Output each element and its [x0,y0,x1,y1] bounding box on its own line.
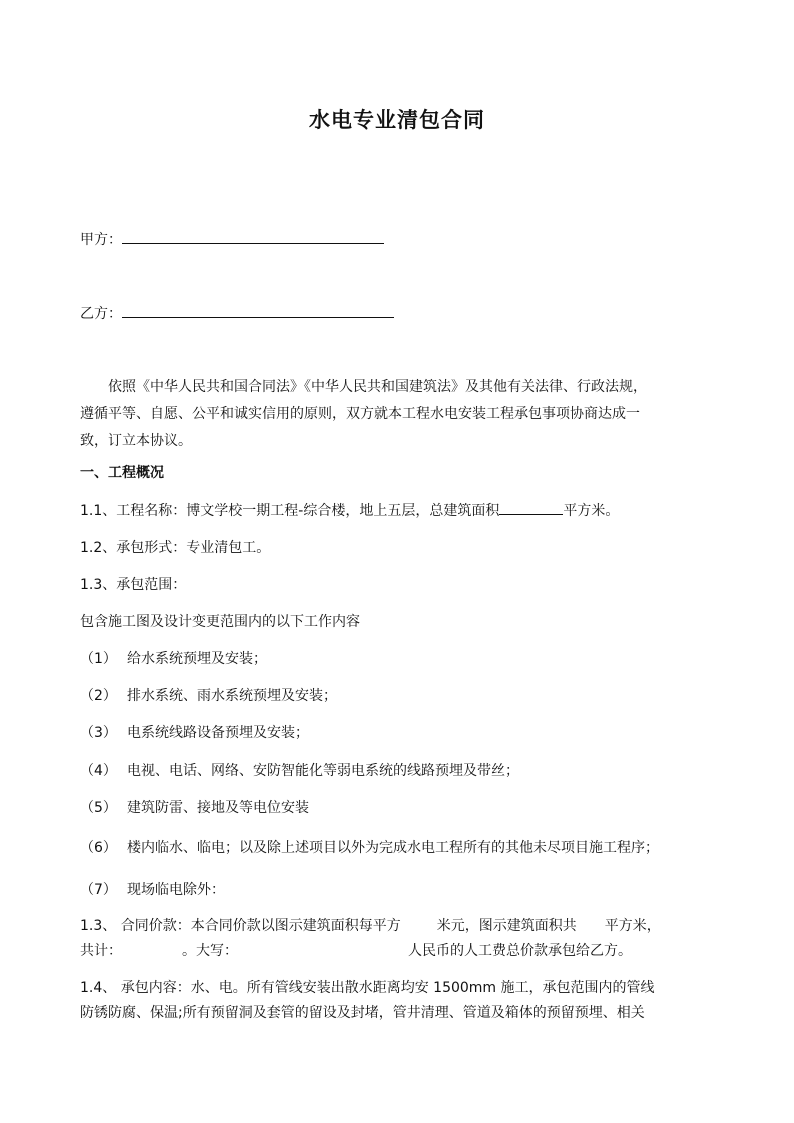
party-a-line [80,229,384,250]
party-a-label: 甲方： [80,232,122,248]
clause-price-line-2 [80,941,632,961]
price-text-d: 共计： [80,943,122,959]
party-a-blank [122,229,384,244]
party-b-blank [122,303,394,318]
scope-item-text: 电视、电话、网络、安防智能化等弱电系统的线路预埋及带丝； [127,763,519,779]
scope-item-number: （1） [80,651,117,667]
clause-1-4-line-1: 1.4、 承包内容：水、电。所有管线安装出散水距离均安 1500mm 施工，承包范围内的管线 [80,980,655,996]
party-b-label: 乙方： [80,306,122,322]
price-text-e: 。大写： [182,943,238,959]
clause-1-4-line-2: 防锈防腐、保温;所有预留洞及套管的留设及封堵，管井清理、管道及箱体的预留预埋、相关 [80,1005,645,1021]
scope-item-number: （6） [80,840,117,856]
scope-item-text: 楼内临水、临电；以及除上述项目以外为完成水电工程所有的其他未尽项目施工程序； [127,840,659,856]
scope-item [80,649,267,669]
party-b-line [80,303,394,324]
clause-1-1 [80,500,619,521]
scope-item [80,838,659,858]
price-text-a: 1.3、 合同价款：本合同价款以图示建筑面积每平方 [80,918,401,934]
intro-paragraph [80,374,732,455]
scope-item [80,723,309,743]
scope-item-text: 现场临电除外： [127,882,225,898]
price-text-b: 米元，图示建筑面积共 [436,918,577,934]
price-text-c: 平方米， [604,918,661,934]
scope-item [80,686,337,706]
intro-line-3: 致，订立本协议。 [80,433,192,449]
clause-1-2: 1.2、承包形式：专业清包工。 [80,540,271,556]
intro-line-1: 依照《中华人民共和国合同法》《中华人民共和国建筑法》及其他有关法律、行政法规， [108,379,647,395]
clause-price-line-1 [80,916,661,936]
scope-item-number: （4） [80,763,117,779]
scope-item-text: 给水系统预埋及安装； [127,651,267,667]
scope-item [80,798,309,818]
scope-intro: 包含施工图及设计变更范围内的以下工作内容 [80,614,360,630]
scope-item-text: 建筑防雷、接地及等电位安装 [127,800,309,816]
scope-item-text: 排水系统、雨水系统预埋及安装； [127,688,337,704]
section-1-heading: 一、工程概况 [80,465,164,481]
scope-item-number: （3） [80,725,117,741]
clause-1-1-text: 1.1、工程名称：博文学校一期工程-综合楼，地上五层，总建筑面积 [80,503,500,519]
scope-item [80,880,225,900]
area-blank [499,500,563,515]
clause-1-1-unit: 平方米。 [563,503,620,519]
scope-item-number: （5） [80,800,117,816]
scope-item-text: 电系统线路设备预埋及安装； [127,725,309,741]
document-title: 水电专业清包合同 [309,108,485,132]
scope-item [80,761,519,781]
intro-line-2: 遵循平等、自愿、公平和诚实信用的原则，双方就本工程水电安装工程承包事项协商达成一 [80,406,640,422]
clause-1-3: 1.3、承包范围： [80,577,187,593]
scope-item-number: （2） [80,688,117,704]
scope-item-number: （7） [80,882,117,898]
price-text-f: 人民币的人工费总价款承包给乙方。 [408,943,632,959]
